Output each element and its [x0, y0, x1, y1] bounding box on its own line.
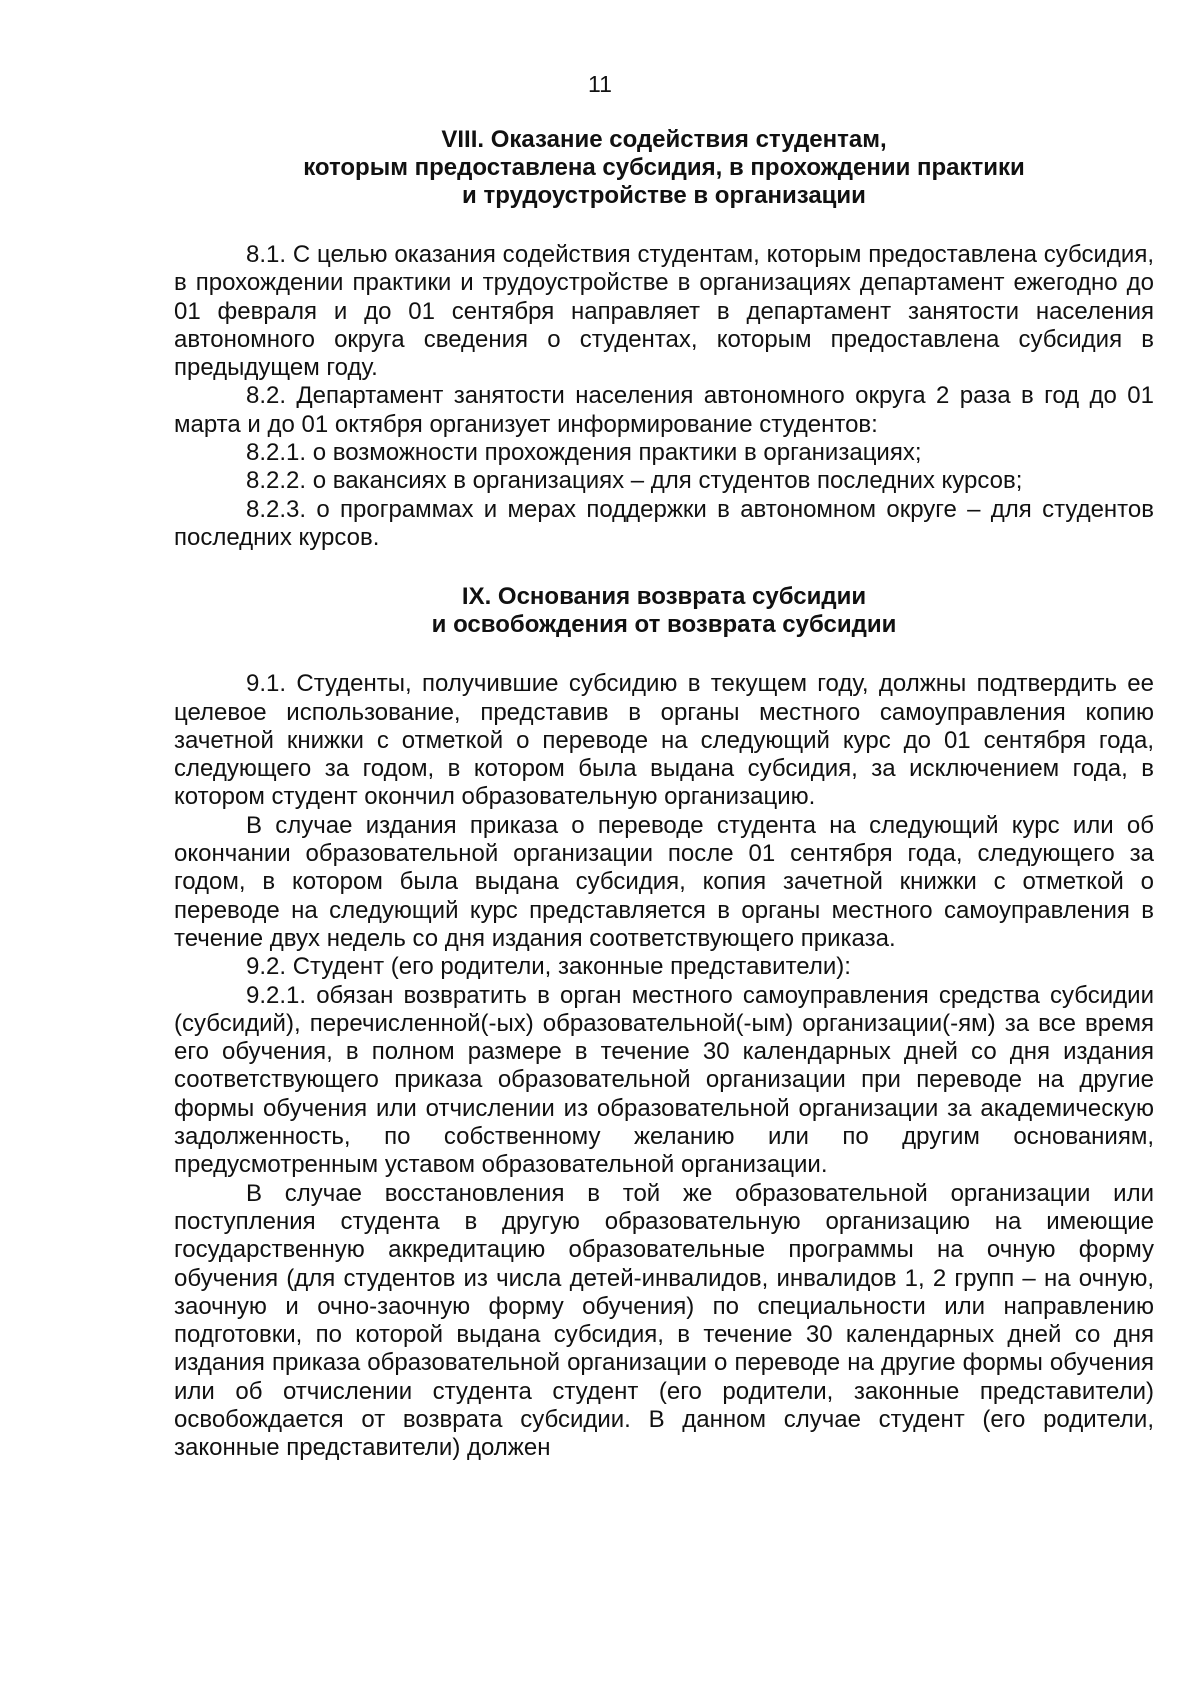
paragraph-9-2-1: 9.2.1. обязан возвратить в орган местного самоуправления средства субсидии (субсидий), перечисленной(-ых) образовательной(-ым) организации(-ям) за все время его обучения, в полном размере в течение 30 календарных дней со дня издания соответствующего приказа образовательной организации при переводе на другие формы обучения или отчислении из образовательной организации за академическую задолженность, по собственному желанию или по другим основаниям, предусмотренным уставом образовательной организации. [174, 981, 1154, 1179]
section-8-heading-line: VIII. Оказание содействия студентам, [441, 126, 887, 153]
paragraph-8-2-2: 8.2.2. о вакансиях в организациях – для студентов последних курсов; [246, 467, 1023, 495]
section-9-heading-line: и освобождения от возврата субсидии [431, 611, 897, 639]
page-content [174, 126, 1154, 1463]
paragraph-8-2-1: 8.2.1. о возможности прохождения практики в организациях; [246, 439, 922, 467]
paragraph-8-2-3: 8.2.3. о программах и мерах поддержки в автономном округе – для студентов последних курсов. [174, 495, 1154, 551]
section-8-heading [174, 126, 1154, 210]
paragraph-8-2: 8.2. Департамент занятости населения автономного округа 2 раза в год до 01 марта и до 01 октября организует информирование студентов: [174, 382, 1154, 438]
section-8-heading-line: и трудоустройстве в организации [462, 182, 866, 209]
paragraph-9-2-1-continued: В случае восстановления в той же образовательной организации или поступления студента в другую образовательную организацию на имеющие государственную аккредитацию образовательные программы на очную форму обучения (для студентов из числа детей-инвалидов, инвалидов 1, 2 групп – на очную, заочную и очно-заочную форму обучения) по специальности или направлению подготовки, по которой выдана субсидия, в течение 30 календарных дней со дня издания приказа образовательной организации о переводе на другие формы обучения или об отчислении студента студент (его родители, законные представители) освобождается от возврата субсидии. В данном случае студент (его родители, законные представители) должен [174, 1179, 1154, 1462]
section-9-heading-line: IX. Основания возврата субсидии [461, 583, 867, 611]
paragraph-9-1-continued: В случае издания приказа о переводе студента на следующий курс или об окончании образовательной организации после 01 сентября года, следующего за годом, в котором была выдана субсидия, копия зачетной книжки с отметкой о переводе на следующий курс представляется в органы местного самоуправления в течение двух недель со дня издания соответствующего приказа. [174, 811, 1154, 952]
section-9-heading [174, 583, 1154, 639]
paragraph-9-1: 9.1. Студенты, получившие субсидию в текущем году, должны подтвердить ее целевое использование, представив в органы местного самоуправления копию зачетной книжки с отметкой о переводе на следующий курс до 01 сентября года, следующего за годом, в котором была выдана субсидия, за исключением года, в котором студент окончил образовательную организацию. [174, 670, 1154, 811]
section-8-heading-line: которым предоставлена субсидия, в прохождении практики [303, 154, 1025, 181]
paragraph-9-2: 9.2. Студент (его родители, законные представители): [246, 953, 851, 981]
paragraph-8-1: 8.1. С целью оказания содействия студентам, которым предоставлена субсидия, в прохождении практики и трудоустройстве в организациях департамент ежегодно до 01 февраля и до 01 сентября направляет в департамент занятости населения автономного округа сведения о студентах, которым предоставлена субсидия в предыдущем году. [174, 241, 1154, 382]
page-number: 11 [588, 71, 612, 97]
